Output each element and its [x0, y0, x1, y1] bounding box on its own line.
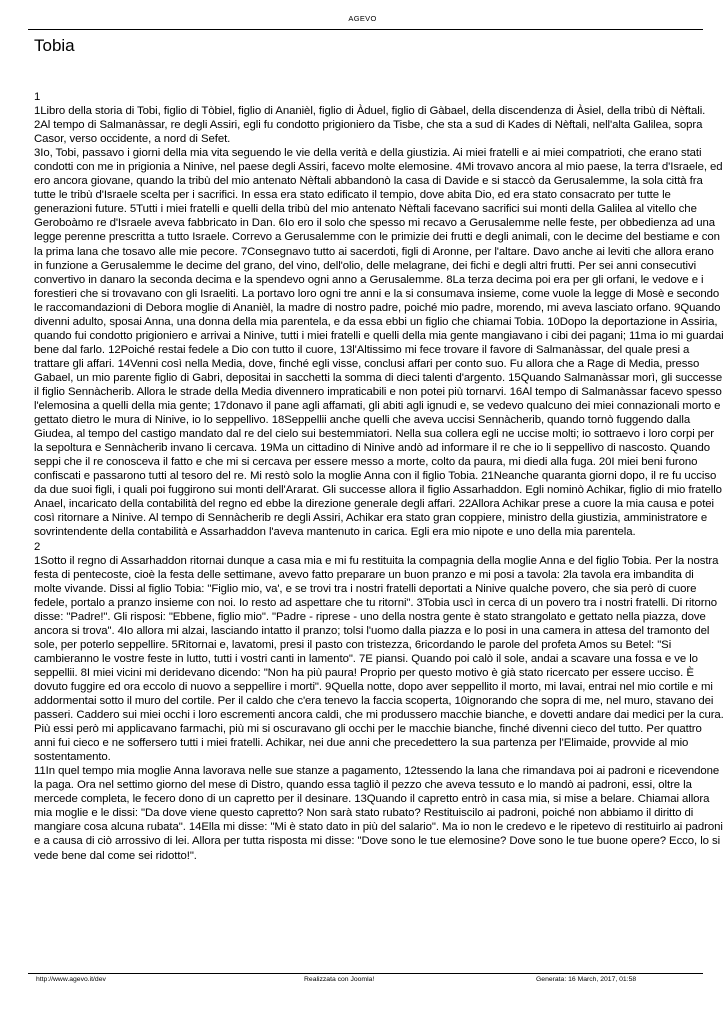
paragraph: 11In quel tempo mia moglie Anna lavorava nelle sue stanze a pagamento, 12tessendo la lana che rimandava poi ai padroni e ricevendone la paga. Ora nel settimo giorno del mese di Distro, quando essa tagliò il pezzo che aveva tessuto e lo mandò ai padroni, essi, oltre la mercede completa, le fecero dono di un capretto per il desinare. 13Quando il capretto entrò in casa mia, si mise a belare. Chiamai allora mia moglie e le dissi: "Da dove viene questo capretto? Non sarà stato rubato? Restituiscilo ai padroni, poiché non abbiamo il diritto di mangiare cosa alcuna rubata". 14Ella mi disse: "Mi è stato dato in più del salario". Ma io non le credevo e le ripetevo di restituirlo ai padroni e a causa di ciò arrossivo di lei. Allora per tutta risposta mi disse: "Dove sono le tue elemosine? Dove sono le tue buone opere? Ecco, lo si vede bene dal come sei ridotto!".	[34, 765, 723, 862]
page-title: Tobia	[34, 36, 75, 55]
paragraph: 1Sotto il regno di Assarhaddon ritornai dunque a casa mia e mi fu restituita la compagnia della moglie Anna e del figlio Tobia. Per la nostra festa di pentecoste, cioè la festa delle settimane, avevo fatto preparare un buon pranzo e mi posi a tavola: 2la tavola era imbandita di molte vivande. Dissi al figlio Tobia: "Figlio mio, va', e se trovi tra i nostri fratelli deportati a Ninive qualche povero, che sia però di cuore fedele, portalo a pranzo insieme con noi. Io resto ad aspettare che tu ritorni". 3Tobia uscì in cerca di un povero tra i nostri fratelli. Di ritorno disse: "Padre!". Gli risposi: "Ebbene, figlio mio". "Padre - riprese - uno della nostra gente è stato strangolato e gettato nella piazza, dove ancora si trova". 4Io allora mi alzai, lasciando intatto il pranzo; tolsi l'uomo dalla piazza e lo posi in una camera in attesa del tramonto del sole, per poterlo seppellire. 5Ritornai e, lavatomi, presi il pasto con tristezza, 6ricordando le parole del profeta Amos su Betel: "Si cambieranno le vostre feste in lutto, tutti i vostri canti in lamento". 7E piansi. Quando poi calò il sole, andai a scavare una fossa e ve lo seppellii. 8I miei vicini mi deridevano dicendo: "Non ha più paura! Proprio per questo motivo è già stato ricercato per essere ucciso. È dovuto fuggire ed ora eccolo di nuovo a seppellire i morti". 9Quella notte, dopo aver seppellito il morto, mi lavai, entrai nel mio cortile e mi addormentai sotto il muro del cortile. Per il caldo che c'era tenevo la faccia scoperta, 10ignorando che sopra di me, nel muro, stavano dei passeri. Caddero sui miei occhi i loro escrementi ancora caldi, che mi produssero macchie bianche, e dovetti andare dai medici per la cura. Più essi però mi applicavano farmachi, più mi si oscuravano gli occhi per le macchie bianche, finché divenni cieco del tutto. Per quattro anni fui cieco e ne soffersero tutti i miei fratelli. Achikar, nei due anni che precedettero la sua partenza per l'Elimaide, provvide al mio sostentamento.	[34, 554, 724, 764]
footer-generated-date: Generata: 16 March, 2017, 01:58	[536, 976, 637, 983]
chapter-number: 1	[34, 91, 41, 103]
chapter-number: 2	[34, 540, 41, 553]
paragraph: 3Io, Tobi, passavo i giorni della mia vita seguendo le vie della verità e della giustizia. Ai miei fratelli e ai miei compatrioti, che erano stati condotti con me in prigionia a Ninive, nel paese degli Assiri, facevo molte elemosine. 4Mi trovavo ancora al mio paese, la terra d'Israele, ed ero ancora giovane, quando la tribù del mio antenato Nèftali abbandonò la casa di Davide e si staccò da Gerusalemme, la sola città fra tutte le tribù d'Israele scelta per i sacrifici. In essa era stato edificato il tempio, dove abita Dio, ed era stato consacrato per tutte le generazioni future. 5Tutti i miei fratelli e quelli della tribù del mio antenato Nèftali facevano sacrifici sui monti della Galilea al vitello che Geroboàmo re d'Israele aveva fabbricato in Dan. 6Io ero il solo che spesso mi recavo a Gerusalemme nelle feste, per obbedienza ad una legge perenne prescritta a tutto Israele. Correvo a Gerusalemme con le primizie dei frutti e degli animali, con le decime del bestiame e con la prima lana che tosavo alle mie pecore. 7Consegnavo tutto ai sacerdoti, figli di Aronne, per l'altare. Davo anche ai leviti che allora erano in funzione a Gerusalemme le decime del grano, del vino, dell'olio, delle melagrane, dei fichi e degli altri frutti. Per sei anni consecutivi convertivo in danaro la seconda decima e la spendevo ogni anno a Gerusalemme. 8La terza decima poi era per gli orfani, le vedove e i forestieri che si trovavano con gli Israeliti. La portavo loro ogni tre anni e la si consumava insieme, come vuole la legge di Mosè e secondo le raccomandazioni di Debora moglie di Ananièl, la madre di nostro padre, poiché mio padre, morendo, mi aveva lasciato orfano. 9Quando divenni adulto, sposai Anna, una donna della mia parentela, e da essa ebbi un figlio che chiamai Tobia. 10Dopo la deportazione in Assiria, quando fui condotto prigioniero e arrivai a Ninive, tutti i miei fratelli e quelli della mia gente mangiavano i cibi dei pagani; 11ma io mi guardai bene dal farlo. 12Poiché restai fedele a Dio con tutto il cuore, 13l'Altissimo mi fece trovare il favore di Salmanàssar, del quale presi a trattare gli affari. 14Venni così nella Media, dove, finché egli visse, conclusi affari per conto suo. Fu allora che a Rage di Media, presso Gabael, un mio parente figlio di Gabri, depositai in sacchetti la somma di dieci talenti d'argento. 15Quando Salmanàssar morì, gli successe il figlio Sennàcherib. Allora le strade della Media divennero impraticabili e non potei più tornarvi. 16Al tempo di Salmanàssar facevo spesso l'elemosina a quelli della mia gente; 17donavo il pane agli affamati, gli abiti agli ignudi e, se vedevo qualcuno dei miei connazionali morto e gettato dietro le mura di Ninive, io lo seppellivo. 18Seppellii anche quelli che aveva uccisi Sennàcherib, quando tornò fuggendo dalla Giudea, al tempo del castigo mandato dal re del cielo sui bestemmiatori. Nella sua collera egli ne uccise molti; io sottraevo i loro corpi per la sepoltura e Sennàcherib invano li cercava. 19Ma un cittadino di Ninive andò ad informare il re che io li seppellivo di nascosto. Quando seppi che il re conosceva il fatto e che mi si cercava per essere messo a morte, colto da paura, mi diedi alla fuga. 20I miei beni furono confiscati e passarono tutti al tesoro del re. Mi restò solo la moglie Anna con il figlio Tobia. 21Neanche quaranta giorni dopo, il re fu ucciso da due suoi figli, i quali poi fuggirono sui monti dell'Ararat. Gli successe allora il figlio Assarhaddon. Egli nominò Achikar, figlio di mio fratello Anael, incaricato della contabilità del regno ed ebbe la direzione generale degli affari. 22Allora Achikar prese a cuore la mia causa e potei così ritornare a Ninive. Al tempo di Sennàcherib re degli Assiri, Achikar era stato gran coppiere, ministro della giustizia, amministratore e sovrintendente della contabilità e Assarhaddon l'aveva mantenuto in carica. Egli era mio nipote e uno della mia parentela.	[34, 147, 724, 539]
header-divider	[28, 29, 703, 30]
footer-divider	[28, 973, 703, 974]
footer-url: http://www.agevo.it/dev	[36, 976, 106, 983]
paragraph: 1Libro della storia di Tobi, figlio di Tòbiel, figlio di Ananièl, figlio di Àduel, figlio di Gàbael, della discendenza di Àsiel, della tribù di Nèftali. 2Al tempo di Salmanàssar, re degli Assiri, egli fu condotto prigioniero da Tisbe, che sta a sud di Kades di Nèftali, nell'alta Galilea, sopra Casor, verso occidente, a nord di Sefet.	[34, 105, 706, 146]
document-body	[34, 90, 724, 863]
site-header: AGEVO	[348, 14, 377, 23]
footer-credit: Realizzata con Joomla!	[304, 976, 375, 983]
